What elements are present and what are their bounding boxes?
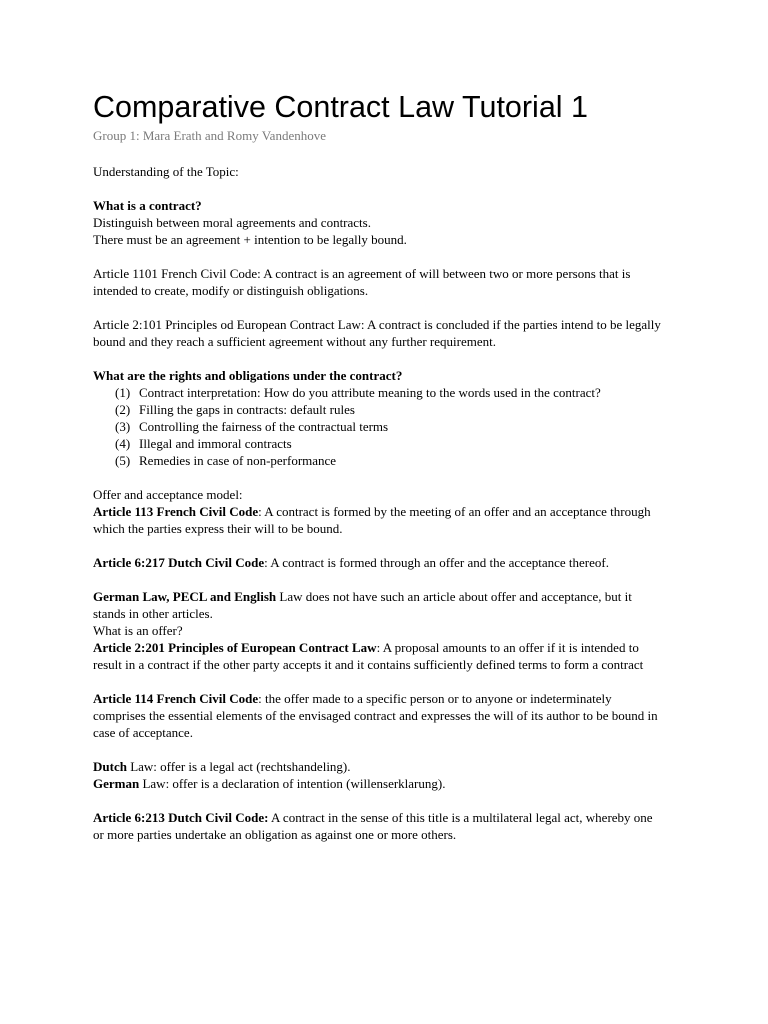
german-law-paragraph: German Law, PECL and English Law does not have such an article about offer and acceptance, but it stands in other articles. xyxy=(93,589,632,621)
list-item: (3) Controlling the fairness of the contractual terms xyxy=(115,419,389,434)
dutch-law-line: Dutch Law: offer is a legal act (rechtshandeling). xyxy=(93,759,351,774)
document-body xyxy=(93,163,663,843)
document-subtitle: Group 1: Mara Erath and Romy Vandenhove xyxy=(93,128,326,143)
list-item: (5) Remedies in case of non-performance xyxy=(115,453,337,468)
article-6213-paragraph: Article 6:213 Dutch Civil Code: A contract in the sense of this title is a multilateral legal act, whereby one or more parties undertake an obligation as against one or more others. xyxy=(93,810,653,842)
german-law-line: German Law: offer is a declaration of intention (willenserklarung). xyxy=(93,776,446,791)
list-item: (4) Illegal and immoral contracts xyxy=(115,436,292,451)
document-title: Comparative Contract Law Tutorial 1 xyxy=(93,90,588,124)
rights-list xyxy=(93,384,663,469)
what-contract-heading: What is a contract? xyxy=(93,198,202,213)
offer-model-line: Offer and acceptance model: xyxy=(93,487,243,502)
list-item: (2) Filling the gaps in contracts: default rules xyxy=(115,402,355,417)
agreement-line: There must be an agreement + intention to be legally bound. xyxy=(93,232,407,247)
article-6217-paragraph: Article 6:217 Dutch Civil Code: A contract is formed through an offer and the acceptance thereof. xyxy=(93,555,609,570)
understanding-line: Understanding of the Topic: xyxy=(93,164,239,179)
rights-heading: What are the rights and obligations under the contract? xyxy=(93,368,403,383)
article-114-paragraph: Article 114 French Civil Code: the offer made to a specific person or to anyone or indeterminately comprises the essential elements of the envisaged contract and expresses the will of its author to be bound in case of acceptance. xyxy=(93,691,658,740)
list-item: (1) Contract interpretation: How do you attribute meaning to the words used in the contract? xyxy=(115,385,601,400)
article-2101-paragraph: Article 2:101 Principles od European Contract Law: A contract is concluded if the parties intend to be legally bound and they reach a sufficient agreement without any further requirement. xyxy=(93,317,661,349)
article-113-paragraph: Article 113 French Civil Code: A contract is formed by the meeting of an offer and an acceptance through which the parties express their will to be bound. xyxy=(93,504,651,536)
what-offer-line: What is an offer? xyxy=(93,623,183,638)
distinguish-line: Distinguish between moral agreements and contracts. xyxy=(93,215,371,230)
article-1101-paragraph: Article 1101 French Civil Code: A contract is an agreement of will between two or more persons that is intended to create, modify or distinguish obligations. xyxy=(93,266,631,298)
article-2201-paragraph: Article 2:201 Principles of European Contract Law: A proposal amounts to an offer if it is intended to result in a contract if the other party accepts it and it contains sufficiently defined terms to form a contract xyxy=(93,640,644,672)
